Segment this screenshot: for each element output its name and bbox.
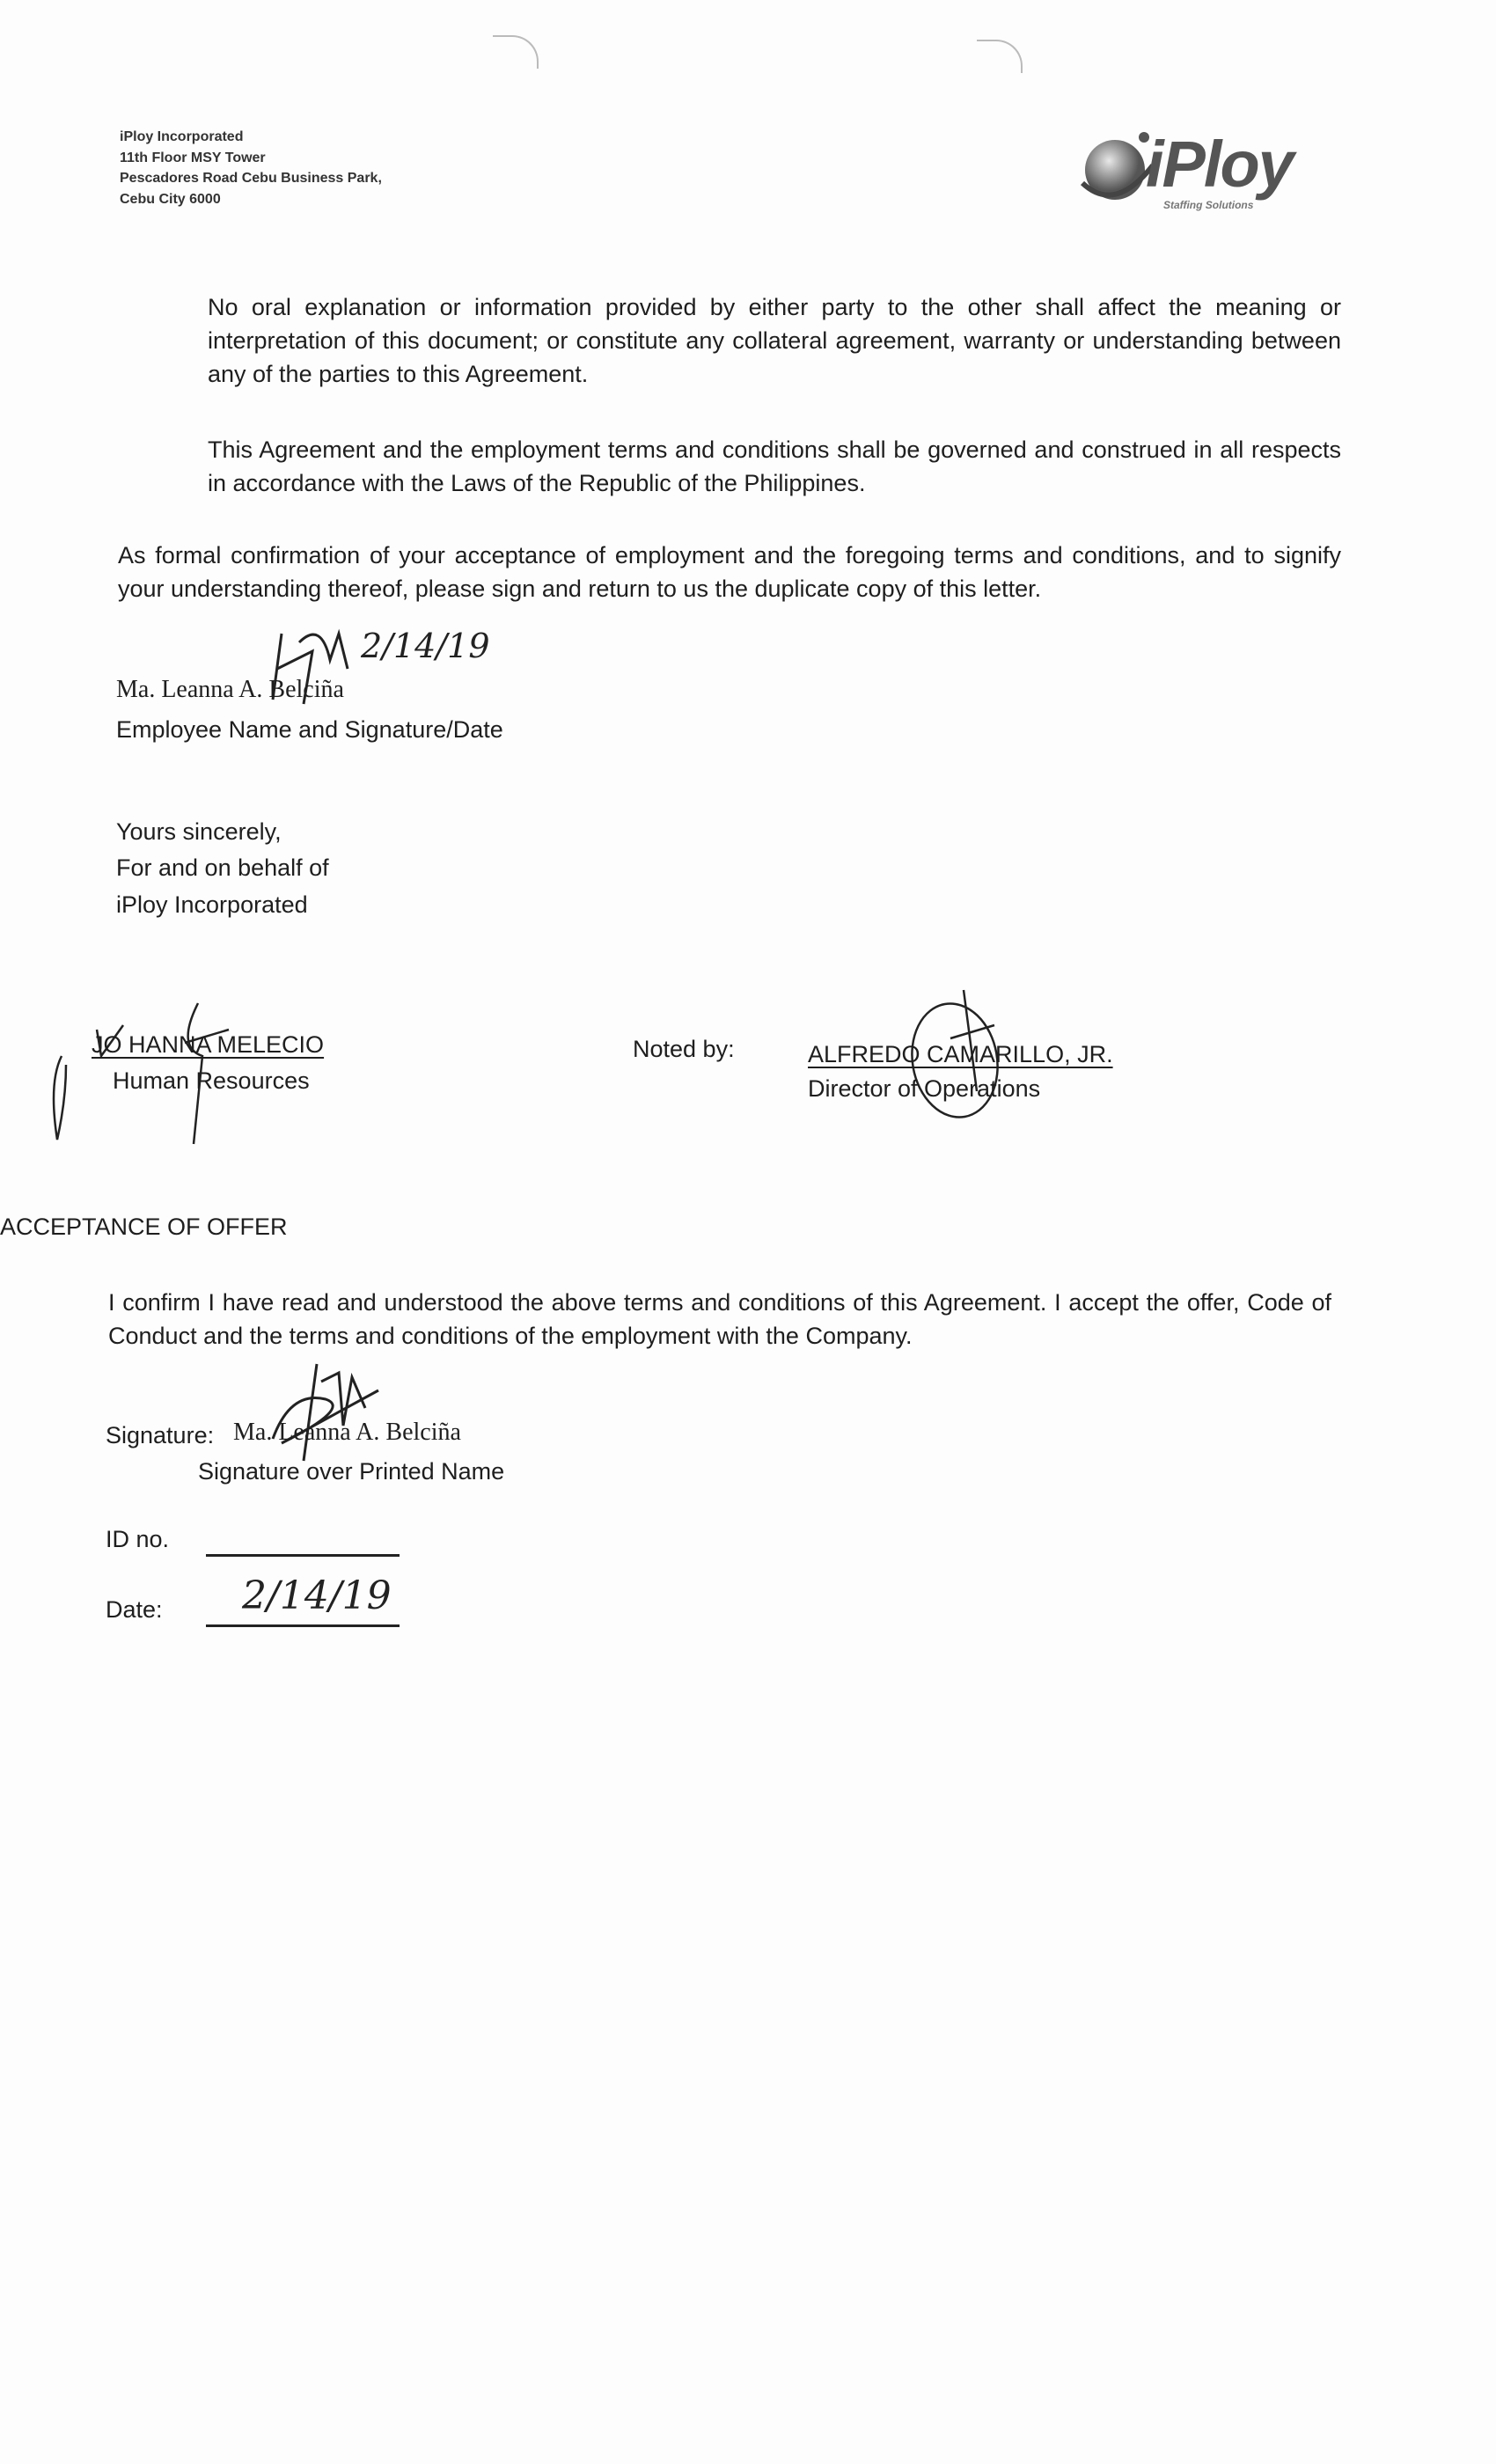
signature-caption: Signature over Printed Name [198, 1458, 505, 1485]
paragraph-oral-explanation: No oral explanation or information provided by either party to the other shall affect the meaning or interpretation of this document; or constitute any collateral agreement, warranty or understanding between any of the parties to this Agreement. [208, 294, 1341, 387]
signature-name: Ma. Leanna A. Belciña [233, 1419, 461, 1446]
hr-name: JO HANNA MELECIO [92, 1031, 325, 1058]
acceptance-text: I confirm I have read and understood the above terms and conditions of this Agreement. I accept the offer, Code of Conduct and the terms and conditions of the employment with the Company. [108, 1289, 1331, 1349]
company-address [120, 127, 382, 209]
closing-line: For and on behalf of [116, 854, 329, 881]
closing-line: Yours sincerely, [116, 818, 282, 845]
closing-line: iPloy Incorporated [116, 891, 308, 918]
date-label: Date: [106, 1596, 163, 1623]
globe-icon [1075, 130, 1155, 214]
paragraph-governing-law: This Agreement and the employment terms and conditions shall be governed and construed in all respects in accordance with the Laws of the Republic of the Philippines. [208, 436, 1341, 496]
employee-name: Ma. Leanna A. Belciña [116, 676, 344, 703]
id-underline [206, 1554, 400, 1557]
id-label: ID no. [106, 1526, 170, 1552]
address-line: Pescadores Road Cebu Business Park, [120, 171, 382, 186]
punch-hole-mark [977, 40, 1023, 73]
address-line: Cebu City 6000 [120, 191, 221, 207]
hr-title: Human Resources [113, 1067, 310, 1094]
date-underline [206, 1624, 400, 1627]
acceptance-signature [255, 1355, 405, 1470]
paragraph-confirmation: As formal confirmation of your acceptance of employment and the foregoing terms and conditions, and to signify your understanding thereof, please sign and return to us the duplicate copy of this letter. [118, 542, 1341, 602]
company-logo [1075, 130, 1313, 218]
noted-by-label: Noted by: [633, 1036, 735, 1062]
punch-hole-mark [493, 35, 539, 69]
signature-label: Signature: [106, 1422, 215, 1448]
address-line: iPloy Incorporated [120, 129, 244, 144]
date-value: 2/14/19 [242, 1573, 392, 1618]
address-line: 11th Floor MSY Tower [120, 150, 266, 165]
ops-name: ALFREDO CAMARILLO, JR. [808, 1041, 1113, 1067]
acceptance-title: ACCEPTANCE OF OFFER [0, 1214, 288, 1240]
employee-handwritten-date: 2/14/19 [361, 627, 490, 665]
employee-caption: Employee Name and Signature/Date [116, 716, 503, 743]
logo-tagline: Staffing Solutions [1163, 199, 1254, 211]
logo-text: iPloy [1146, 128, 1293, 201]
ops-title: Director of Operations [808, 1075, 1041, 1102]
